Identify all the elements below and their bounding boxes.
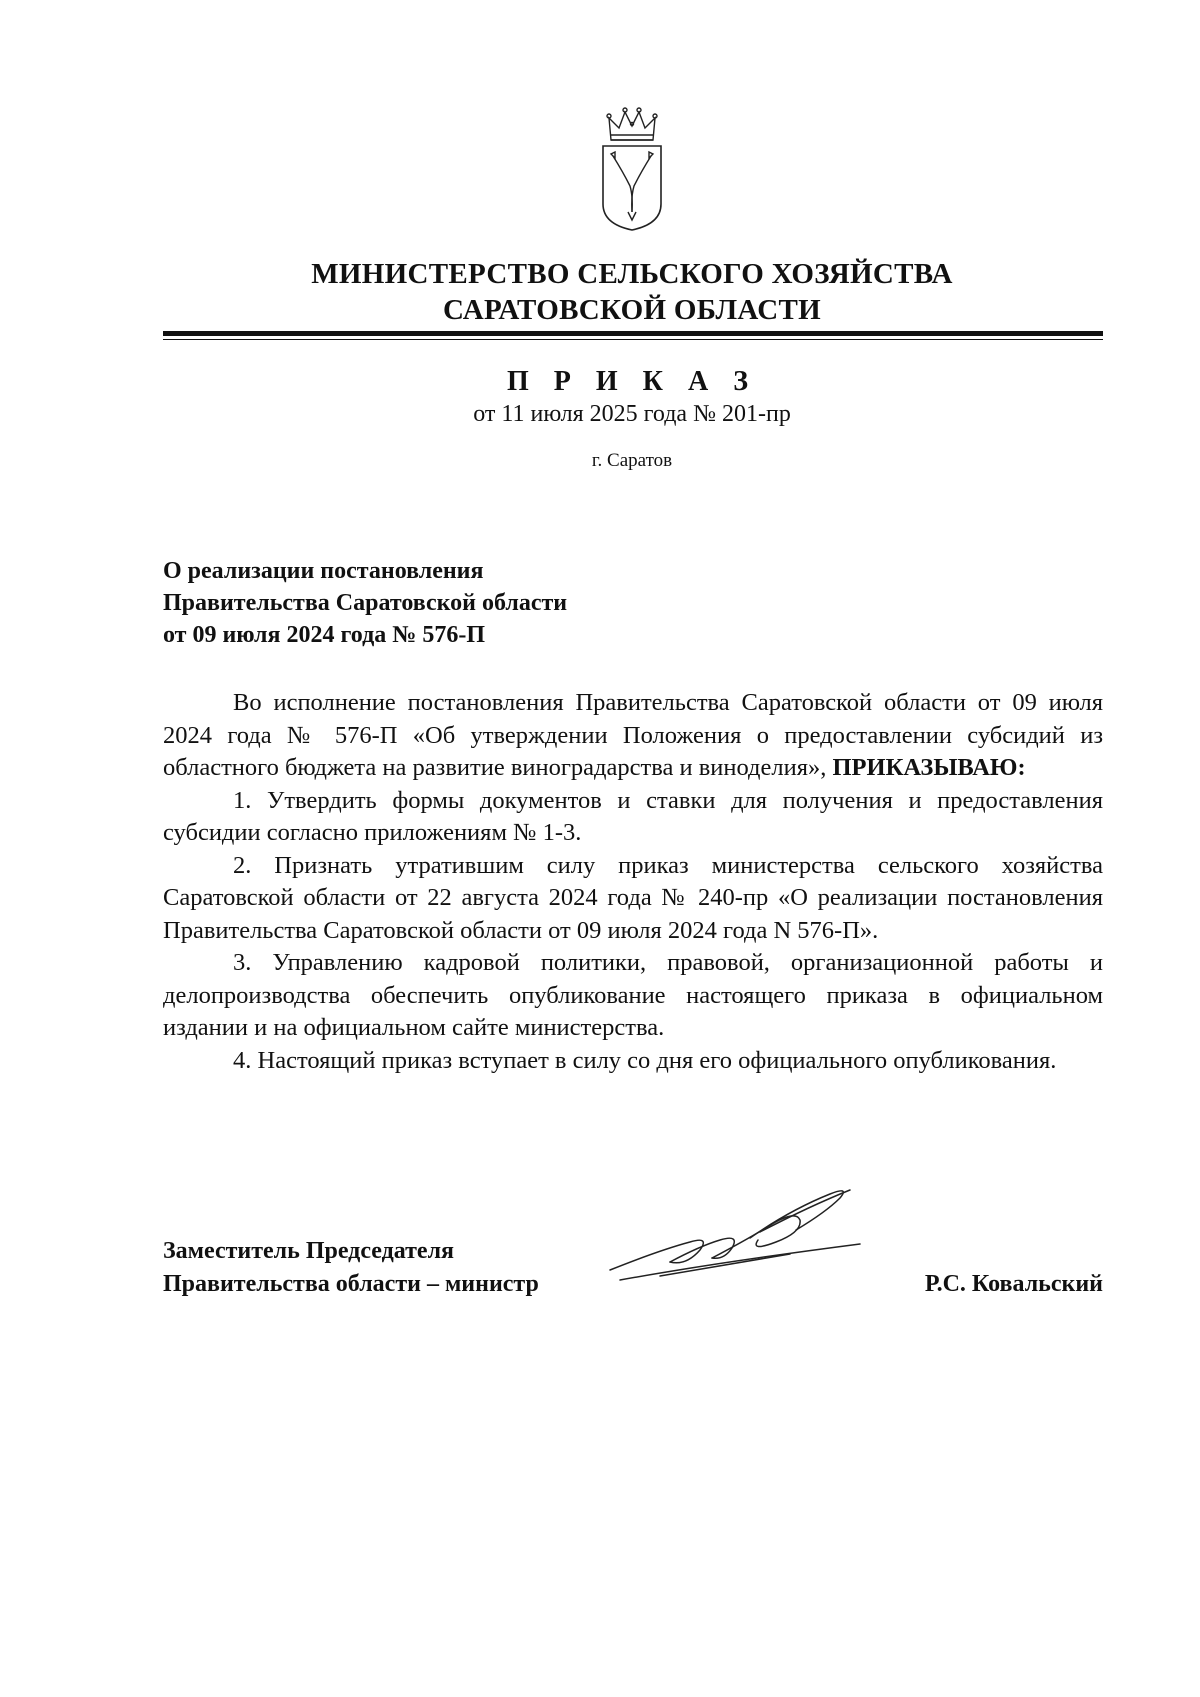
- signatory-position: [163, 1235, 633, 1301]
- header-rule-thick: [163, 331, 1103, 336]
- ministry-name: [0, 256, 1200, 328]
- order-date-number: от 11 июля 2025 года № 201-пр: [473, 401, 791, 427]
- decree-word: ПРИКАЗЫВАЮ:: [832, 754, 1026, 781]
- header-rule-thin: [163, 339, 1103, 340]
- subject-line-2: Правительства Саратовской области: [163, 590, 568, 616]
- order-title: П Р И К А З: [507, 366, 757, 397]
- position-line-1: Заместитель Председателя: [163, 1238, 455, 1264]
- position-line-2: Правительства области – министр: [163, 1271, 539, 1297]
- preamble-text: Во исполнение постановления Правительства Саратовской области от 09 июля 2024 года № 576-П «Об утверждении Положения о предоставлении субсидий из областного бюджета на развитие виноградарства и виноделия»,: [163, 689, 1103, 781]
- handwritten-signature: [600, 1180, 880, 1300]
- order-subject: [163, 555, 863, 651]
- coat-of-arms-icon: [599, 104, 665, 232]
- order-body: [163, 687, 1103, 1077]
- order-city: г. Саратов: [591, 450, 673, 471]
- ministry-line-2: САРАТОВСКОЙ ОБЛАСТИ: [443, 294, 821, 326]
- item-3-paragraph: 3. Управлению кадровой политики, правовой, организационной работы и делопроизводства обеспечить опубликование настоящего приказа в официальном издании и на официальном сайте министерства.: [163, 949, 1103, 1041]
- ministry-line-1: МИНИСТЕРСТВО СЕЛЬСКОГО ХОЗЯЙСТВА: [311, 258, 953, 290]
- subject-line-3: от 09 июля 2024 года № 576-П: [163, 622, 486, 648]
- item-1-paragraph: 1. Утвердить формы документов и ставки для получения и предоставления субсидии согласно приложениям № 1-3.: [163, 786, 1103, 846]
- item-4-paragraph: 4. Настоящий приказ вступает в силу со дня его официального опубликования.: [233, 1046, 1057, 1074]
- subject-line-1: О реализации постановления: [163, 558, 484, 584]
- item-2-paragraph: 2. Признать утратившим силу приказ министерства сельского хозяйства Саратовской области от 22 августа 2024 года № 240-пр «О реализации постановления Правительства Саратовской области от 09 июля 2024 года N 576-П».: [163, 851, 1103, 944]
- preamble-paragraph: [163, 687, 1103, 785]
- signatory-name: Р.С. Ковальский: [924, 1271, 1103, 1297]
